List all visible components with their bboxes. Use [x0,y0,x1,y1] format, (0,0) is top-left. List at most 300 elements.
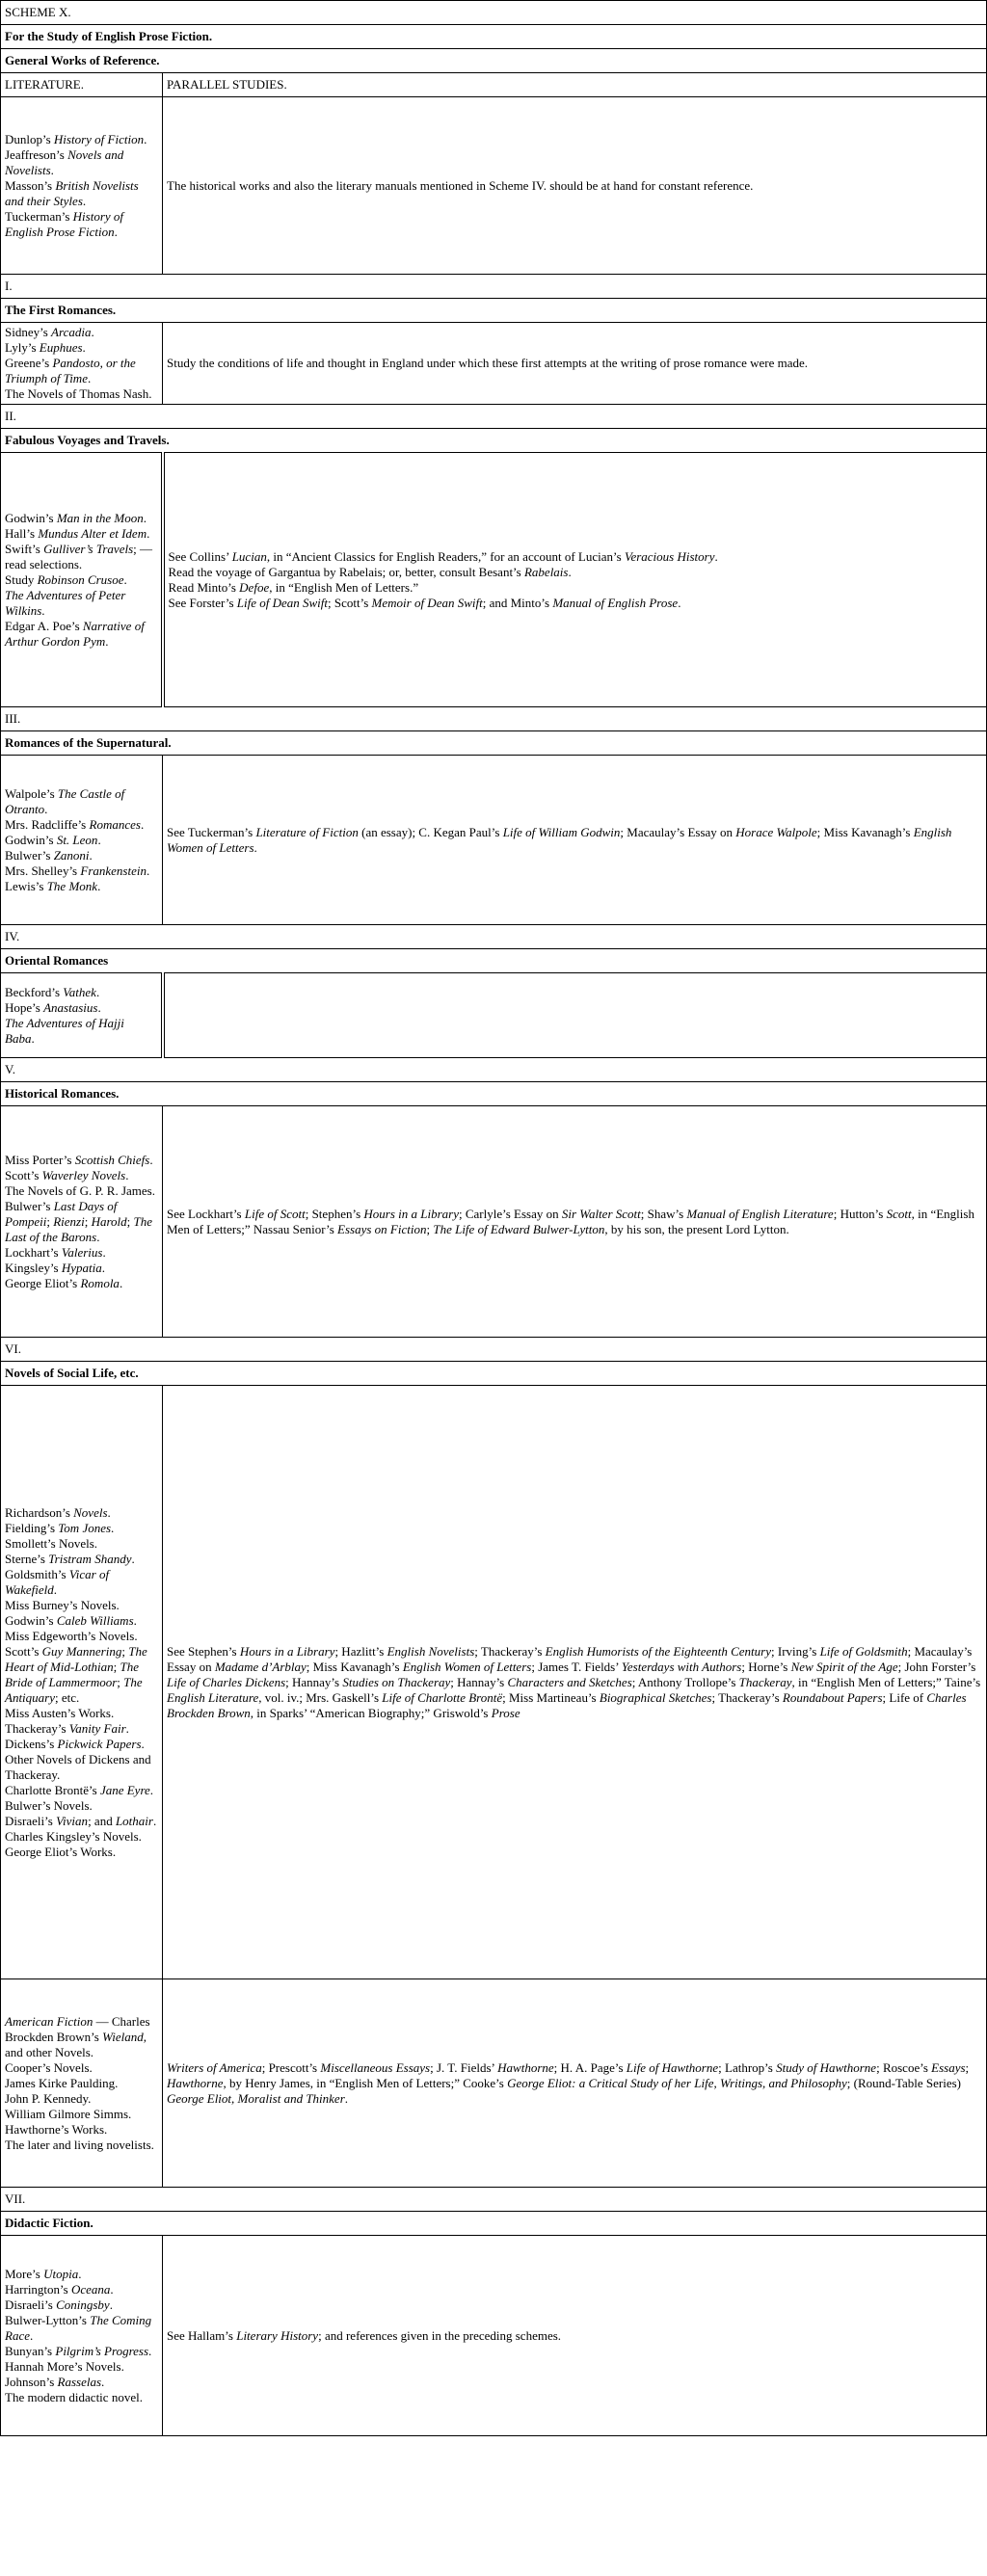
text-run: Godwin’s [5,832,57,847]
text-run: Masson’s [5,177,56,193]
title-italic: Literary History [236,2327,319,2343]
title-italic: Lucian [231,548,267,564]
text-run: Bulwer’s Novels. [5,1797,93,1813]
text-run: Scott’s [5,1643,42,1659]
general-reference-row [1,97,987,275]
text-run: . [143,510,147,525]
text-run: Kingsley’s [5,1260,62,1275]
text-run: ; Prescott’s [261,2059,321,2075]
text-run: William Gilmore Simms. [5,2106,132,2121]
literature-column-header: LITERATURE. [1,73,163,97]
literature-entry [5,2344,158,2359]
section-5-literature-cell [1,1106,163,1338]
title-italic: Last Days of Pompeii [5,1198,118,1229]
text-run: . [78,2266,82,2281]
literature-entry [5,1721,158,1737]
title-italic: The Antiquary [5,1674,143,1705]
title-italic: Life of Hawthorne [626,2059,719,2075]
literature-entry [5,817,158,833]
literature-entry [5,1199,158,1245]
text-run: . [125,1720,129,1736]
literature-entry [5,1245,158,1261]
text-run: See Forster’s [168,595,237,610]
title-italic: George Eliot: a Critical Study of her Life, Writings, and Philosophy [507,2075,847,2090]
title-italic: Lothair [115,1813,153,1828]
title-italic: Rasselas [57,2374,102,2389]
text-run: The later and living novelists. [5,2137,154,2152]
text-run: . [131,1551,135,1566]
text-run: . [144,131,147,146]
text-run: ; Scott’s [328,595,372,610]
text-run: . [95,984,100,999]
text-run: Other Novels of Dickens and Thackeray. [5,1751,151,1782]
section-heading: Fabulous Voyages and Travels. [1,429,987,453]
title-italic: Memoir of Dean Swift [371,595,483,610]
title-italic: Anastasius [43,999,98,1015]
literature-entry [5,1016,157,1047]
title-italic: Frankenstein [80,863,147,878]
literature-entry [5,1598,158,1613]
text-run: ; [965,2059,970,2075]
text-run: ; and Minto’s [482,595,553,610]
title-italic: Studies on Thackeray [342,1674,451,1689]
parallel-study-entry [167,1207,982,1237]
parallel-study-entry [167,178,982,194]
section-numeral: IV. [1,925,987,949]
title-italic: History of Fiction [53,131,145,146]
section-6-numeral-row [1,1338,987,1362]
literature-entry [5,325,158,340]
title-italic: Roundabout Papers [782,1689,883,1705]
title-italic: American Fiction [5,2013,93,2029]
text-run: . [344,2090,349,2106]
title-italic: Tristram Shandy [48,1551,132,1566]
title-italic: Defoe [239,579,270,595]
literature-entry [5,2091,158,2107]
title-italic: Scott [886,1206,912,1221]
title-italic: Vicar of Wakefield [5,1566,110,1597]
literature-entry [5,2107,158,2122]
literature-entry [5,1706,158,1721]
text-run: ; Hutton’s [833,1206,887,1221]
section-4-content-row [1,973,987,1058]
general-parallel-cell [163,97,987,275]
text-run: , by Henry James, in “English Men of Letters;” Cooke’s [223,2075,508,2090]
section-numeral: VI. [1,1338,987,1362]
text-run: . [91,325,94,339]
title-italic: Romola [80,1275,120,1290]
text-run: . [44,801,48,816]
text-run: Mrs. Radcliffe’s [5,816,90,832]
title-italic: English Humorists of the Eighteenth Century [545,1643,771,1659]
title-italic: Life of William Godwin [502,824,621,839]
text-run: ; Hannay’s [450,1674,508,1689]
general-heading-row [1,49,987,73]
literature-entry [5,1845,158,1860]
text-run: Scott’s [5,1167,42,1182]
text-run: . [123,571,127,587]
title-italic: Guy Mannering [41,1643,122,1659]
text-run: . [101,2374,105,2389]
text-run: Hawthorne’s Works. [5,2121,108,2137]
literature-entry [5,833,158,848]
literature-entry [5,1814,158,1829]
text-run: ; Life of [882,1689,927,1705]
text-run: Jeaffreson’s [5,146,68,162]
text-run: . [41,602,45,618]
text-run: Goldsmith’s [5,1566,69,1581]
parallel-study-entry [169,565,983,580]
text-run: ; Thackeray’s [474,1643,546,1659]
text-run: . [110,2281,114,2297]
section-6-continued-literature-cell [1,1979,163,2188]
parallel-study-entry [167,356,982,371]
title-italic: St. Leon [56,832,98,847]
literature-entry [5,848,158,863]
literature-entry [5,1567,158,1598]
title-italic: History of English Prose Fiction [5,208,124,239]
text-run: Disraeli’s [5,2297,57,2312]
title-italic: Essays [931,2059,966,2075]
text-run: Dickens’s [5,1736,58,1751]
literature-entry [5,1521,158,1536]
section-3-content-row [1,756,987,925]
text-run: ; Roscoe’s [876,2059,932,2075]
parallel-study-entry [167,2328,982,2344]
text-run: , and other Novels. [5,2029,147,2059]
title-italic: Hawthorne [167,2075,224,2090]
title-italic: English Women of Letters [402,1659,532,1674]
text-run: Read the voyage of Gargantua by Rabelais; or, better, consult Besant’s [168,564,524,579]
text-run: George Eliot’s Works. [5,1844,117,1859]
section-5-heading-row [1,1082,987,1106]
text-run: . [89,847,93,863]
section-7-numeral-row [1,2188,987,2212]
title-italic: Vivian [56,1813,89,1828]
title-italic: Horace Walpole [735,824,817,839]
parallel-study-entry [167,2060,982,2107]
title-italic: Gulliver’s Travels [43,541,134,556]
text-run: . [125,1167,129,1182]
literature-entry [5,2076,158,2091]
section-heading: Historical Romances. [1,1082,987,1106]
text-run: The Novels of Thomas Nash. [5,386,152,401]
parallel-study-entry [167,825,982,856]
text-run: ; Hazlitt’s [334,1643,387,1659]
title-italic: Caleb Williams [56,1612,134,1628]
literature-entry [5,2390,158,2405]
literature-entry [5,1629,158,1644]
literature-entry [5,2282,158,2297]
text-run: ; [121,1643,129,1659]
text-run: . [109,2297,113,2312]
text-run: Hope’s [5,999,44,1015]
section-3-literature-cell [1,756,163,925]
title-italic: Study of Hawthorne [776,2059,877,2075]
text-run: . [107,1504,111,1520]
title-italic: Robinson Crusoe [37,571,124,587]
literature-entry [5,1000,157,1016]
text-run: Lyly’s [5,340,40,355]
title-italic: Scottish Chiefs [74,1152,150,1167]
text-run: ; Stephen’s [305,1206,364,1221]
text-run: . [82,193,87,208]
literature-entry [5,1613,158,1629]
title-italic: Novels and Novelists [5,146,124,177]
column-header-row [1,73,987,97]
text-run: Edgar A. Poe’s [5,618,83,633]
title-italic: The Life of Edward Bulwer-Lytton [433,1221,605,1236]
literature-entry [5,1737,158,1752]
text-run: ; [117,1674,124,1689]
literature-entry [5,147,158,178]
title-italic: Tom Jones [58,1520,112,1535]
title-italic: New Spirit of the Age [790,1659,898,1674]
text-run: . [29,2327,34,2343]
section-7-parallel-cell [163,2236,987,2436]
section-3-numeral-row [1,707,987,731]
text-run: ; Miss Kavanagh’s [306,1659,403,1674]
general-reference-heading: General Works of Reference. [1,49,987,73]
title-italic: Vathek [63,984,96,999]
section-2-content-row [1,453,987,707]
text-run: . [101,1260,106,1275]
literature-entry [5,526,157,542]
title-italic: Hypatia [61,1260,102,1275]
text-run: George Eliot’s [5,1275,81,1290]
title-italic: English Novelists [387,1643,475,1659]
text-run: Fielding’s [5,1520,59,1535]
title-italic: English Women of Letters [167,824,952,855]
text-run: . [50,162,54,177]
literature-entry [5,2267,158,2282]
title-italic: Characters and Sketches [507,1674,632,1689]
title-italic: English Literature [167,1689,259,1705]
text-run: . [97,999,101,1015]
title-italic: Hours in a Library [239,1643,335,1659]
text-run: Greene’s [5,356,53,370]
section-7-content-row [1,2236,987,2436]
literature-entry [5,1552,158,1567]
text-run: Miss Burney’s Novels. [5,1597,120,1612]
title-italic: Oceana [70,2281,111,2297]
text-run: ; [113,1659,120,1674]
section-3-heading-row [1,731,987,756]
title-italic: Manual of English Literature [686,1206,834,1221]
literature-entry [5,1276,158,1291]
literature-entry [5,1752,158,1783]
text-run: Richardson’s [5,1504,74,1520]
title-italic: Coningsby [56,2297,110,2312]
text-run: ; Macaulay’s Essay on [167,1643,973,1674]
text-run: . [97,832,101,847]
title-italic: The Monk [46,878,98,893]
text-run: . [87,371,92,385]
title-italic: Life of Dean Swift [236,595,329,610]
text-run: (an essay); C. Kegan Paul’s [358,824,503,839]
literature-entry [5,178,158,209]
title-italic: Life of Charlotte Brontë [382,1689,503,1705]
text-run: The modern didactic novel. [5,2389,143,2404]
title-italic: Narrative of Arthur Gordon Pym [5,618,145,649]
section-numeral: VII. [1,2188,987,2212]
literature-entry [5,2122,158,2138]
title-italic: Yesterdays with Authors [621,1659,742,1674]
parallel-studies-column-header: PARALLEL STUDIES. [163,73,987,97]
literature-entry [5,1536,158,1552]
text-run: . [96,1229,100,1244]
literature-entry [5,2014,158,2060]
title-italic: Veracious History [624,548,715,564]
text-run: Miss Edgeworth’s Novels. [5,1628,138,1643]
title-italic: Pilgrim’s Progress [55,2343,149,2358]
text-run: ; J. T. Fields’ [430,2059,498,2075]
text-run: ; [46,1213,54,1229]
text-run: ; Irving’s [771,1643,820,1659]
section-3-parallel-cell [163,756,987,925]
title-italic: Pickwick Papers [57,1736,142,1751]
section-numeral: II. [1,405,987,429]
text-run: Sterne’s [5,1551,49,1566]
section-4-parallel-cell [163,973,987,1058]
title-italic: Jane Eyre [99,1782,150,1797]
text-run: See Collins’ [168,548,232,564]
title-italic: Life of Scott [244,1206,306,1221]
title-italic: Thackeray [738,1674,792,1689]
text-run: Godwin’s [5,510,57,525]
section-numeral: V. [1,1058,987,1082]
section-heading: Oriental Romances [1,949,987,973]
title-italic: The Bride of Lammermoor [5,1659,140,1689]
title-italic: The Heart of Mid-Lothian [5,1643,147,1674]
literature-entry [5,542,157,572]
literature-entry [5,2375,158,2390]
text-run: . [568,564,572,579]
title-italic: The Adventures of Peter Wilkins [5,587,126,618]
text-run: Read Minto’s [168,579,240,595]
text-run: John P. Kennedy. [5,2090,92,2106]
scheme-table-body [1,1,987,2436]
text-run: Study the conditions of life and thought in England under which these first attempts at the writing of prose romance were made. [167,356,808,370]
text-run: . [53,1581,58,1597]
section-heading: Novels of Social Life, etc. [1,1362,987,1386]
text-run: Hall’s [5,525,39,541]
section-2-literature-cell [1,453,163,707]
title-italic: Utopia [43,2266,79,2281]
title-italic: Zanoni [53,847,90,863]
literature-entry [5,1505,158,1521]
text-run: . [253,839,257,855]
text-run: ; and references given in the preceding schemes. [318,2327,562,2343]
scheme-title-row [1,1,987,25]
text-run: . [149,1152,153,1167]
text-run: James Kirke Paulding. [5,2075,119,2090]
text-run: — Charles Brockden Brown’s [5,2013,150,2044]
title-italic: Mundus Alter et Idem [38,525,147,541]
literature-entry [5,1153,158,1168]
text-run: , in “English Men of Letters;” Nassau Senior’s [167,1206,974,1236]
text-run: . [114,224,118,239]
title-italic: British Novelists and their Styles [5,177,139,208]
text-run: See Tuckerman’s [167,824,256,839]
text-run: . [102,1244,106,1260]
text-run: ; Hannay’s [285,1674,343,1689]
text-run: Cooper’s Novels. [5,2059,93,2075]
title-italic: Sir Walter Scott [561,1206,641,1221]
text-run: Thackeray’s [5,1720,69,1736]
literature-entry [5,1644,158,1706]
title-italic: Hours in a Library [363,1206,459,1221]
text-run: ; — read selections. [5,541,153,571]
title-italic: Hawthorne [497,2059,554,2075]
text-run: See Lockhart’s [167,1206,245,1221]
text-run: The historical works and also the literary manuals mentioned in Scheme IV. should be at hand for constant reference. [167,177,754,193]
text-run: , in “English Men of Letters.” [269,579,419,595]
text-run: . [133,1612,137,1628]
literature-entry [5,132,158,147]
text-run: . [97,878,101,893]
literature-entry [5,879,158,894]
text-run: , in “Ancient Classics for English Readers,” for an account of Lucian’s [266,548,625,564]
title-italic: Vanity Fair [68,1720,126,1736]
text-run: Lewis’s [5,878,47,893]
title-italic: Literature of Fiction [255,824,359,839]
section-5-numeral-row [1,1058,987,1082]
section-5-parallel-cell [163,1106,987,1338]
title-italic: Madame d’Arblay [214,1659,307,1674]
section-4-heading-row [1,949,987,973]
literature-entry [5,1783,158,1798]
section-numeral: III. [1,707,987,731]
literature-entry [5,2138,158,2153]
text-run: The Novels of G. P. R. James. [5,1182,155,1198]
title-italic: Romances [89,816,141,832]
text-run: Walpole’s [5,785,58,801]
title-italic: George Eliot, Moralist and Thinker [167,2090,345,2106]
text-run: Charles Kingsley’s Novels. [5,1828,142,1844]
section-6-continued-parallel-cell [163,1979,987,2188]
literature-entry [5,863,158,879]
text-run: Bulwer’s [5,847,54,863]
text-run: . [152,1813,157,1828]
section-2-parallel-cell [163,453,987,707]
title-italic: Waverley Novels [41,1167,126,1182]
text-run: Sidney’s [5,325,52,339]
title-italic: The Coming Race [5,2312,152,2343]
title-italic: Rabelais [523,564,569,579]
text-run: , in Sparks’ “American Biography;” Griswold’s [250,1705,492,1720]
literature-entry [5,1168,158,1183]
text-run: Godwin’s [5,1612,57,1628]
title-italic: Prose [491,1705,520,1720]
text-run: ; Anthony Trollope’s [631,1674,739,1689]
title-italic: Miscellaneous Essays [320,2059,431,2075]
section-1-parallel-cell [163,323,987,405]
text-run: Beckford’s [5,984,64,999]
title-italic: The Castle of Otranto [5,785,125,816]
text-run: Bunyan’s [5,2343,56,2358]
title-italic: Charles Brockden Brown [167,1689,967,1720]
title-italic: Man in the Moon [56,510,144,525]
section-5-content-row [1,1106,987,1338]
text-run: . [678,595,681,610]
text-run: . [149,1782,154,1797]
parallel-study-entry [169,596,983,611]
section-heading: Didactic Fiction. [1,2212,987,2236]
general-literature-cell [1,97,163,275]
text-run: ; Macaulay’s Essay on [620,824,736,839]
text-run: . [146,863,150,878]
